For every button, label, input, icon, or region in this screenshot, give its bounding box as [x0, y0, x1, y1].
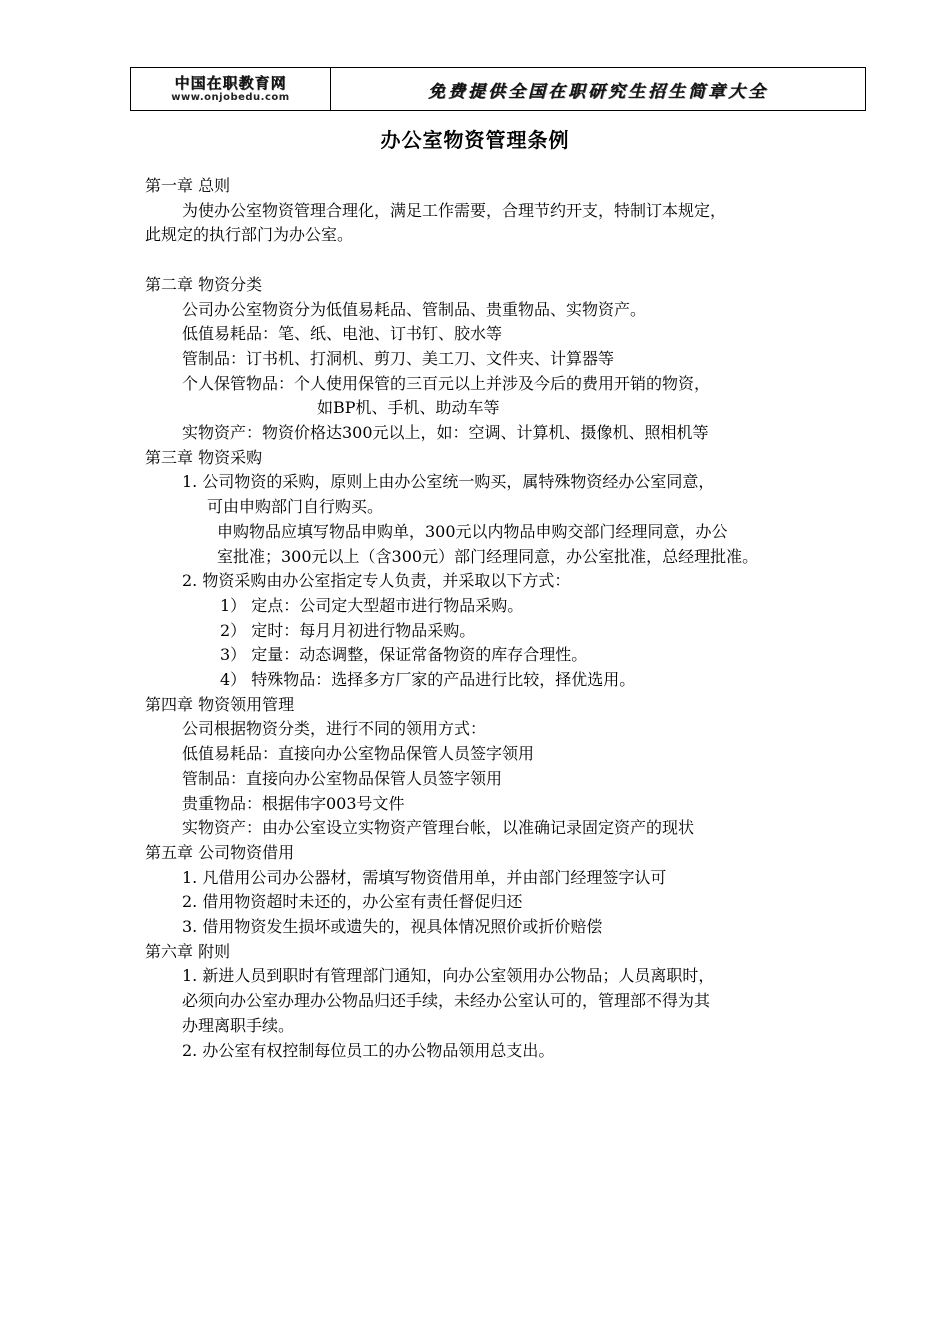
brand-url: www.onjobedu.com	[171, 91, 290, 103]
chapter-4-line: 管制品：直接向办公室物品保管人员签字领用	[182, 768, 503, 788]
chapter-6-heading: 第六章 附则	[145, 941, 231, 961]
chapter-1-text: 为使办公室物资管理合理化，满足工作需要，合理节约开支，特制订本规定，	[182, 200, 727, 220]
chapter-6-line: 1. 新进人员到职时有管理部门通知，向办公室领用办公物品；人员离职时，	[182, 966, 715, 986]
document-body	[145, 174, 825, 1063]
chapter-3-subitem: 2） 定时：每月月初进行物品采购。	[220, 620, 476, 640]
chapter-2-line: 低值易耗品：笔、纸、电池、订书钉、胶水等	[182, 324, 503, 344]
chapter-5-line: 2. 借用物资超时未还的，办公室有责任督促归还	[182, 892, 523, 912]
header-tagline: 免费提供全国在职研究生招生简章大全	[428, 81, 768, 102]
chapter-3-item: 1. 公司物资的采购，原则上由办公室统一购买，属特殊物资经办公室同意，	[182, 472, 715, 492]
chapter-6-line-cont: 必须向办公室办理办公物品归还手续，未经办公室认可的，管理部不得为其	[182, 991, 711, 1011]
chapter-3-item-detail: 室批准；300元以上（含300元）部门经理同意，办公室批准，总经理批准。	[217, 546, 759, 566]
chapter-2-line: 个人保管物品：个人使用保管的三百元以上并涉及今后的费用开销的物资，	[182, 373, 711, 393]
chapter-5-line: 3. 借用物资发生损坏或遗失的，视具体情况照价或折价赔偿	[182, 917, 603, 937]
chapter-2-line: 实物资产：物资价格达300元以上，如：空调、计算机、摄像机、照相机等	[182, 423, 709, 443]
chapter-4-heading: 第四章 物资领用管理	[145, 694, 295, 714]
chapter-4-line: 实物资产：由办公室设立实物资产管理台帐，以准确记录固定资产的现状	[182, 818, 695, 838]
chapter-4-line: 贵重物品：根据伟字003号文件	[182, 793, 405, 813]
brand-name: 中国在职教育网	[174, 73, 287, 92]
chapter-1-heading: 第一章 总则	[145, 176, 231, 195]
chapter-5-heading: 第五章 公司物资借用	[145, 842, 295, 862]
chapter-5-line: 1. 凡借用公司办公器材，需填写物资借用单，并由部门经理签字认可	[182, 867, 667, 887]
chapter-3-item-detail: 申购物品应填写物品申购单，300元以内物品申购交部门经理同意，办公	[217, 521, 728, 541]
header-logo[interactable]	[131, 68, 331, 110]
chapter-2-line: 公司办公室物资分为低值易耗品、管制品、贵重物品、实物资产。	[182, 299, 647, 319]
chapter-2-heading: 第二章 物资分类	[145, 274, 263, 294]
chapter-3-heading: 第三章 物资采购	[145, 447, 263, 467]
chapter-4-line: 低值易耗品：直接向办公室物品保管人员签字领用	[182, 744, 535, 764]
chapter-3-subitem: 3） 定量：动态调整，保证常备物资的库存合理性。	[220, 645, 588, 665]
chapter-3-subitem: 1） 定点：公司定大型超市进行物品采购。	[220, 595, 524, 615]
chapter-1-text-cont: 此规定的执行部门为办公室。	[145, 225, 354, 245]
chapter-2-line: 管制品：订书机、打洞机、剪刀、美工刀、文件夹、计算器等	[182, 348, 615, 368]
chapter-3-item: 2. 物资采购由办公室指定专人负责，并采取以下方式：	[182, 571, 571, 591]
spacer	[145, 248, 825, 273]
document-title: 办公室物资管理条例	[380, 128, 570, 152]
chapter-6-line-cont: 办理离职手续。	[182, 1015, 295, 1035]
chapter-3-subitem: 4） 特殊物品：选择多方厂家的产品进行比较，择优选用。	[220, 670, 636, 690]
chapter-2-line-cont: 如BP机、手机、助动车等	[317, 398, 500, 418]
header-tagline-box	[331, 68, 865, 110]
chapter-6-line: 2. 办公室有权控制每位员工的办公物品领用总支出。	[182, 1040, 555, 1060]
chapter-3-item-cont: 可由申购部门自行购买。	[207, 497, 384, 517]
header-banner	[130, 67, 866, 111]
chapter-4-line: 公司根据物资分类，进行不同的领用方式：	[182, 719, 487, 739]
